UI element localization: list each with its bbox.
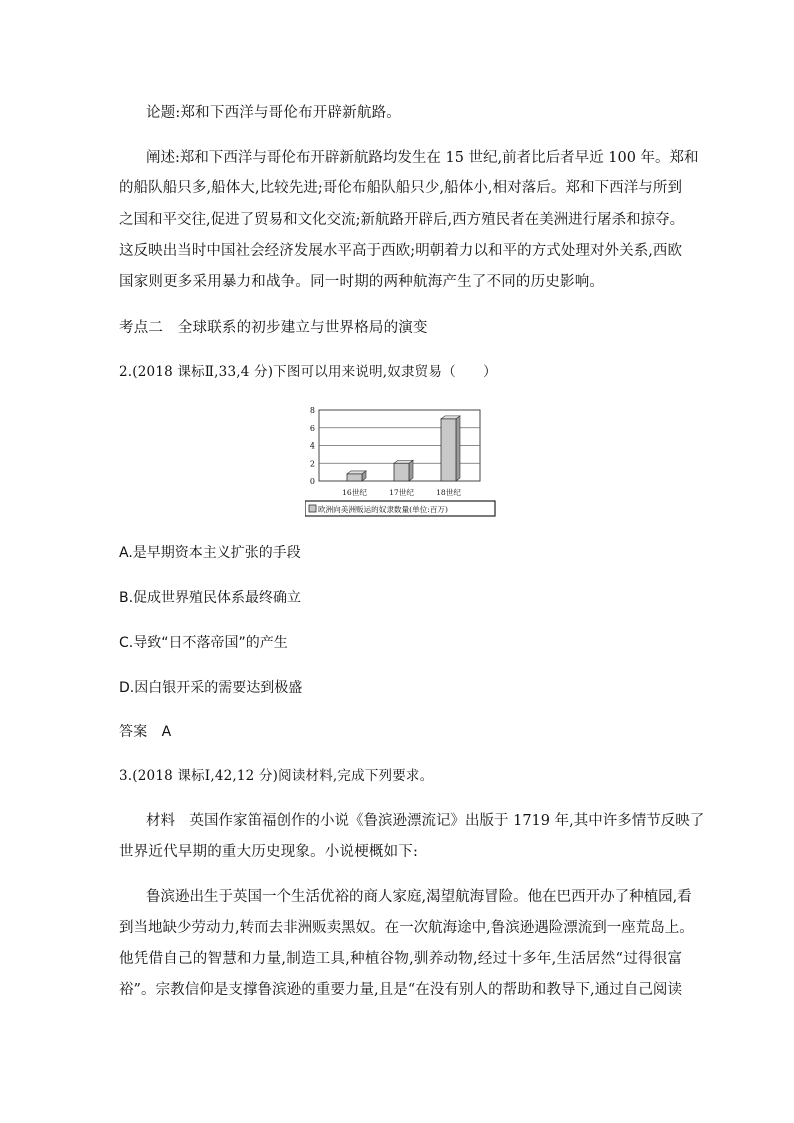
bars: [347, 416, 460, 481]
x-axis-labels: [342, 487, 461, 497]
section-title: 考点二 全球联系的初步建立与世界格局的演变: [119, 320, 428, 336]
y-tick-label: 6: [309, 423, 315, 433]
slave-trade-bar-chart: [305, 402, 497, 518]
elaboration-line-1: 阐述:郑和下西洋与哥伦布开辟新航路均发生在 15 世纪,前者比后者早近 100 年。郑和: [146, 150, 699, 166]
question-3-stem: 3.(2018 课标Ⅰ,42,12 分)阅读材料,完成下列要求。: [119, 768, 434, 784]
x-tick-label: 16世纪: [342, 488, 367, 497]
bar: [347, 474, 362, 481]
bar-side: [456, 416, 460, 481]
option-b[interactable]: B.促成世界殖民体系最终确立: [119, 590, 302, 606]
option-c[interactable]: C.导致“日不落帝国”的产生: [119, 635, 288, 651]
bar: [441, 419, 456, 481]
story-line-2: 到当地缺少劳动力,转而去非洲贩卖黑奴。在一次航海途中,鲁滨逊遇险漂流到一座荒岛上。: [119, 920, 694, 936]
y-axis-ticks: [310, 406, 315, 486]
legend-label: 欧洲向美洲贩运的奴隶数量(单位:百万): [318, 505, 448, 514]
bar-side: [409, 460, 413, 481]
material-line-1: 材料 英国作家笛福创作的小说《鲁滨逊漂流记》出版于 1719 年,其中许多情节反映了: [146, 813, 705, 829]
y-tick-label: 2: [309, 459, 315, 469]
story-line-4: 裕”。宗教信仰是支撑鲁滨逊的重要力量,且是“在没有别人的帮助和教导下,通过自己阅读: [119, 982, 682, 998]
bar: [394, 463, 409, 481]
elaboration-line-3: 之国和平交往,促进了贸易和文化交流;新航路开辟后,西方殖民者在美洲进行屠杀和掠夺。: [119, 212, 685, 228]
story-line-1: 鲁滨逊出生于英国一个生活优裕的商人家庭,渴望航海冒险。他在巴西开办了种植园,看: [146, 889, 692, 905]
question-2-stem: 2.(2018 课标Ⅱ,33,4 分)下图可以用来说明,奴隶贸易（ ）: [119, 364, 497, 380]
y-tick-label: 8: [309, 406, 315, 415]
y-tick-label: 0: [309, 477, 315, 486]
x-tick-label: 18世纪: [436, 488, 461, 497]
option-a[interactable]: A.是早期资本主义扩张的手段: [119, 545, 301, 561]
y-tick-label: 4: [309, 441, 315, 451]
elaboration-line-2: 的船队船只多,船体大,比较先进;哥伦布船队船只少,船体小,相对落后。郑和下西洋与所到: [119, 180, 682, 196]
x-tick-label: 17世纪: [389, 488, 414, 497]
thesis: 论题:郑和下西洋与哥伦布开辟新航路。: [146, 105, 401, 121]
question-2-answer: 答案 A: [119, 724, 172, 740]
elaboration-line-5: 国家则更多采用暴力和战争。同一时期的两种航海产生了不同的历史影响。: [119, 274, 605, 290]
elaboration-line-4: 这反映出当时中国社会经济发展水平高于西欧;明朝着力以和平的方式处理对外关系,西欧: [119, 243, 682, 259]
material-line-2: 世界近代早期的重大历史现象。小说梗概如下:: [119, 844, 419, 860]
option-d[interactable]: D.因白银开采的需要达到极盛: [119, 680, 303, 696]
legend-swatch: [309, 505, 316, 512]
story-line-3: 他凭借自己的智慧和力量,制造工具,种植谷物,驯养动物,经过十多年,生活居然“过得很富: [119, 951, 682, 967]
